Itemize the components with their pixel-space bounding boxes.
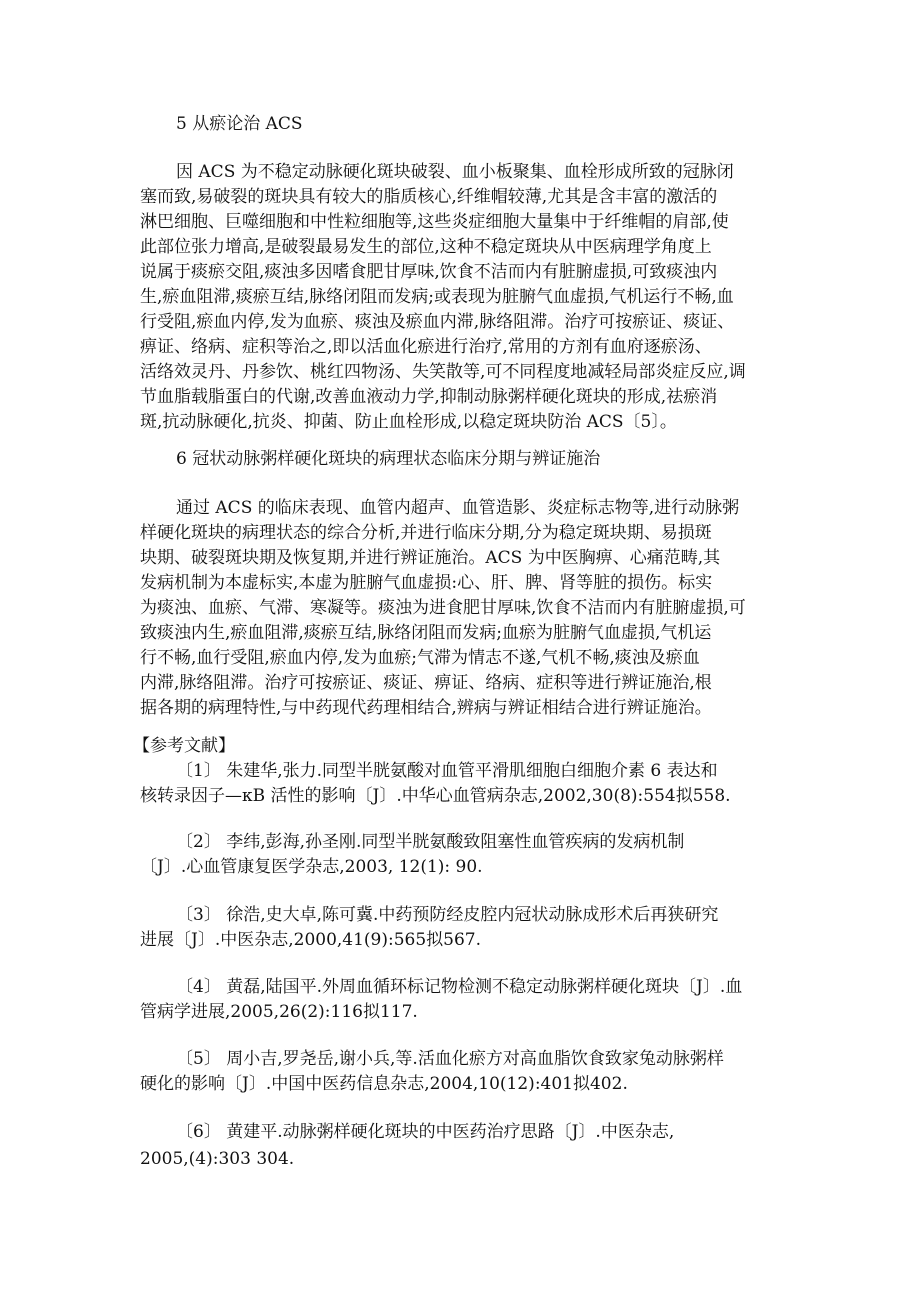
paragraph-line: 行受阻,瘀血内停,发为血瘀、痰浊及瘀血内滞,脉络阻滞。治疗可按瘀证、痰证、 <box>140 312 735 332</box>
section-5-heading: 5 从瘀论治 ACS <box>176 114 303 134</box>
paragraph-line: 斑,抗动脉硬化,抗炎、抑菌、防止血栓形成,以稳定斑块防治 ACS〔5〕。 <box>140 412 677 432</box>
reference-line: 核转录因子—κB 活性的影响〔J〕.中华心血管病杂志,2002,30(8):554拟558. <box>140 786 731 806</box>
reference-line: 〔5〕 周小吉,罗尧岳,谢小兵,等.活血化瘀方对高血脂饮食致家兔动脉粥样 <box>176 1049 724 1069</box>
paragraph-line: 塞而致,易破裂的斑块具有较大的脂质核心,纤维帽较薄,尤其是含丰富的激活的 <box>140 187 718 207</box>
paragraph-line: 淋巴细胞、巨噬细胞和中性粒细胞等,这些炎症细胞大量集中于纤维帽的肩部,使 <box>140 212 729 232</box>
paragraph-line: 说属于痰瘀交阻,痰浊多因嗜食肥甘厚味,饮食不洁而内有脏腑虚损,可致痰浊内 <box>140 262 718 282</box>
paragraph-line: 活络效灵丹、丹参饮、桃红四物汤、失笑散等,可不同程度地减轻局部炎症反应,调 <box>140 362 746 382</box>
paragraph-line: 行不畅,血行受阻,瘀血内停,发为血瘀;气滞为情志不遂,气机不畅,痰浊及瘀血 <box>140 648 700 668</box>
paragraph-line: 内滞,脉络阻滞。治疗可按瘀证、痰证、痹证、络病、症积等进行辨证施治,根 <box>140 673 712 693</box>
section-6-heading: 6 冠状动脉粥样硬化斑块的病理状态临床分期与辨证施治 <box>176 449 601 469</box>
paragraph-line: 因 ACS 为不稳定动脉硬化斑块破裂、血小板聚集、血栓形成所致的冠脉闭 <box>176 162 734 182</box>
reference-line: 〔4〕 黄磊,陆国平.外周血循环标记物检测不稳定动脉粥样硬化斑块〔J〕.血 <box>176 977 743 997</box>
reference-line: 〔2〕 李纬,彭海,孙圣刚.同型半胱氨酸致阻塞性血管疾病的发病机制 <box>176 832 685 852</box>
reference-line: 〔J〕.心血管康复医学杂志,2003, 12(1): 90. <box>140 857 483 877</box>
reference-line: 硬化的影响〔J〕.中国中医药信息杂志,2004,10(12):401拟402. <box>140 1074 628 1094</box>
paragraph-line: 据各期的病理特性,与中药现代药理相结合,辨病与辨证相结合进行辨证施治。 <box>140 698 712 718</box>
reference-line: 〔6〕 黄建平.动脉粥样硬化斑块的中医药治疗思路〔J〕.中医杂志, <box>176 1122 675 1142</box>
paragraph-line: 痹证、络病、症积等治之,即以活血化瘀进行治疗,常用的方剂有血府逐瘀汤、 <box>140 337 712 357</box>
reference-line: 〔1〕 朱建华,张力.同型半胱氨酸对血管平滑肌细胞白细胞介素 6 表达和 <box>176 761 718 781</box>
paragraph-line: 为痰浊、血瘀、气滞、寒凝等。痰浊为进食肥甘厚味,饮食不洁而内有脏腑虚损,可 <box>140 598 746 618</box>
paragraph-line: 节血脂载脂蛋白的代谢,改善血液动力学,抑制动脉粥样硬化斑块的形成,祛瘀消 <box>140 387 718 407</box>
reference-line: 管病学进展,2005,26(2):116拟117. <box>140 1002 418 1022</box>
paragraph-line: 此部位张力增高,是破裂最易发生的部位,这种不稳定斑块从中医病理学角度上 <box>140 237 712 257</box>
reference-line: 进展〔J〕.中医杂志,2000,41(9):565拟567. <box>140 930 482 950</box>
reference-line: 〔3〕 徐浩,史大卓,陈可冀.中药预防经皮腔内冠状动脉成形术后再狭研究 <box>176 905 719 925</box>
paragraph-line: 块期、破裂斑块期及恢复期,并进行辨证施治。ACS 为中医胸痹、心痛范畴,其 <box>140 548 721 568</box>
references-heading: 【参考文献】 <box>133 736 235 756</box>
paragraph-line: 通过 ACS 的临床表现、血管内超声、血管造影、炎症标志物等,进行动脉粥 <box>176 498 740 518</box>
reference-line: 2005,(4):303 304. <box>140 1149 295 1169</box>
paragraph-line: 生,瘀血阻滞,痰瘀互结,脉络闭阻而发病;或表现为脏腑气血虚损,气机运行不畅,血 <box>140 287 734 307</box>
paragraph-line: 致痰浊内生,瘀血阻滞,痰瘀互结,脉络闭阻而发病;血瘀为脏腑气血虚损,气机运 <box>140 623 712 643</box>
paragraph-line: 发病机制为本虚标实,本虚为脏腑气血虚损:心、肝、脾、肾等脏的损伤。标实 <box>140 573 713 593</box>
paragraph-line: 样硬化斑块的病理状态的综合分析,并进行临床分期,分为稳定斑块期、易损斑 <box>140 523 712 543</box>
